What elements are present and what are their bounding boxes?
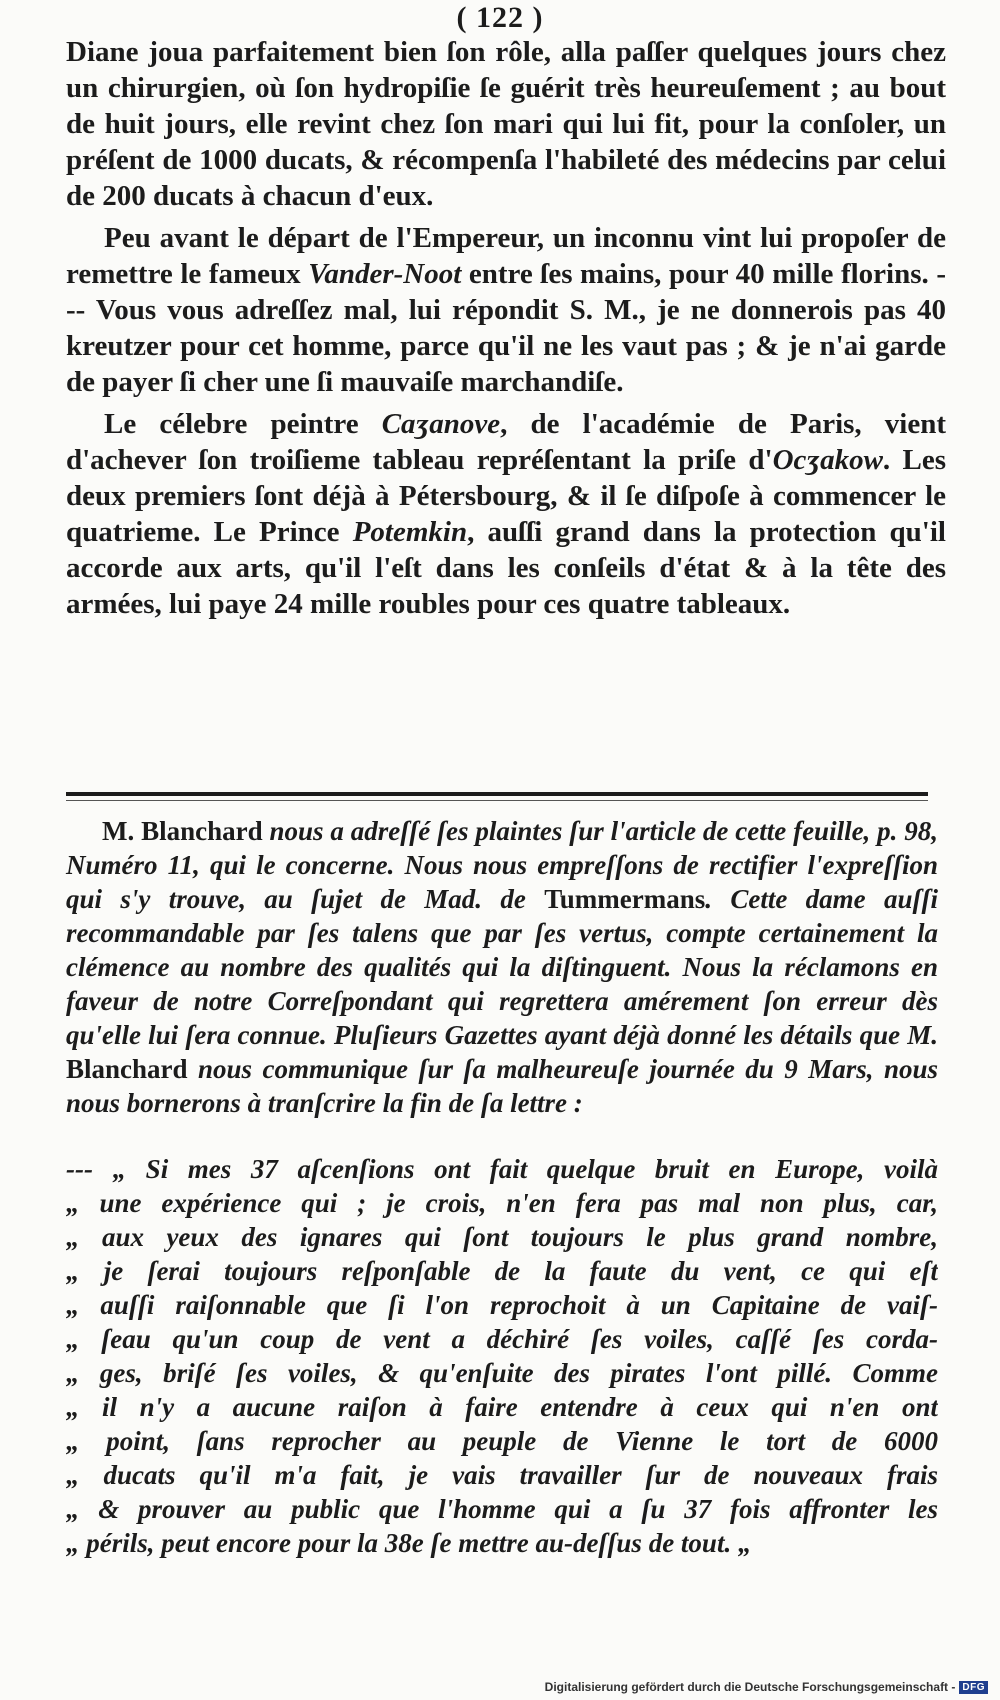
- paragraph-2-after: entre ſes mains, pour 40 mille florins. --- Vous vous adreſſez mal, lui répondit S. M., je ne donnerois pas 40 kreutzer pour cet homme, parce qu'il ne les vaut pas ; & je n'ai garde de payer ſi cher une ſi mauvaiſe marchandiſe.: [66, 258, 946, 398]
- note-blanchard-1: Blanchard: [141, 816, 263, 846]
- quote-line: „ aux yeux des ignares qui ſont toujours le plus grand nombre,: [66, 1222, 938, 1252]
- paragraph-3: [66, 406, 946, 622]
- main-text: [66, 34, 946, 622]
- quote-line: „ auſſi raiſonnable que ſi l'on reprochoit à un Capitaine de vaiſ-: [66, 1290, 938, 1320]
- section-divider-thin: [66, 800, 928, 801]
- quote-line: „ il n'y a aucune raiſon à faire entendre à ceux qui n'en ont: [66, 1392, 938, 1422]
- note-blanchard-2: Blanchard: [66, 1054, 188, 1084]
- name-cazanove: Caʒanove: [381, 408, 501, 440]
- paragraph-1-text: Diane joua parfaitement bien ſon rôle, alla paſſer quelques jours chez un chirurgien, où ſon hydropiſie ſe guérit très heureuſement ; au bout de huit jours, elle revint chez ſon mari qui lui fit, pour la conſoler, un préſent de 1000 ducats, & récompenſa l'habileté des médecins par celui de 200 ducats à chacun d'eux.: [66, 36, 946, 212]
- note-name1: M.: [102, 816, 142, 846]
- quote-line: „ ſeau qu'un coup de vent a déchiré ſes voiles, caſſé ſes corda-: [66, 1324, 938, 1354]
- paragraph-3-middle: , de l'académie de Paris, vient d'achever ſon troiſieme tableau repréſentant la priſe d': [66, 408, 947, 476]
- paragraph-3-before: Le célebre peintre: [104, 408, 382, 440]
- note-tummermans: Tummermans: [544, 884, 706, 914]
- name-vander-noot: Vander-Noot: [308, 258, 462, 290]
- quote-line: „ périls, peut encore pour la 38e ſe mettre au-deſſus de tout. „: [66, 1528, 752, 1558]
- paragraph-2: [66, 220, 946, 400]
- paragraph-3-after: , auſſi grand dans la protection qu'il accorde aux arts, qu'il l'eſt dans les conſeils d'état & à la tête des armées, lui paye 24 mille roubles pour ces quatre tableaux.: [66, 516, 946, 620]
- note-text2: . Cette dame auſſi recommandable par ſes talens que par ſes vertus, compte certainement la clémence au nombre des qualités qui la diſtinguent. Nous la réclamons en faveur de notre Correſpondant qui regrettera amérement ſon erreur dès qu'elle lui ſera connue. Pluſieurs Gazettes ayant déjà donné les détails que M.: [66, 884, 938, 1050]
- blanchard-letter-quote: [66, 1152, 938, 1560]
- blanchard-note: [66, 814, 938, 1120]
- quote-line: „ ducats qu'il m'a fait, je vais travailler ſur de nouveaux frais: [66, 1460, 938, 1490]
- dfg-logo-icon: DFG: [959, 1681, 988, 1694]
- paragraph-3-middle2: . Les deux premiers ſont déjà à Pétersbourg, & il ſe diſpoſe à commencer le quatrieme. Le Prince: [66, 444, 947, 548]
- footer-text: Digitalisierung gefördert durch die Deutsche Forschungsgemeinschaft -: [544, 1680, 956, 1694]
- quote-line: „ je ſerai toujours reſponſable de la faute du vent, ce qui eſt: [66, 1256, 938, 1286]
- quote-line: „ ges, briſé ſes voiles, & qu'enſuite des pirates l'ont pillé. Comme: [66, 1358, 938, 1388]
- page-number: ( 122 ): [456, 1, 544, 34]
- section-divider: [66, 792, 928, 796]
- digitization-footer: [545, 1680, 988, 1694]
- paragraph-2-before: Peu avant le départ de l'Empereur, un inconnu vint lui propoſer de remettre le fameux: [66, 222, 946, 290]
- name-oczakow: Ocʒakow: [772, 444, 883, 476]
- quote-line: „ une expérience qui ; je crois, n'en fera pas mal non plus, car,: [66, 1188, 938, 1218]
- paragraph-1: [66, 34, 946, 214]
- note-text3: nous communique ſur ſa malheureuſe journée du 9 Mars, nous nous bornerons à tranſcrire la fin de ſa lettre :: [66, 1054, 938, 1118]
- quote-line: --- „ Si mes 37 aſcenſions ont fait quelque bruit en Europe, voilà: [66, 1154, 938, 1184]
- quote-line: „ & prouver au public que l'homme qui a ſu 37 fois affronter les: [66, 1494, 938, 1524]
- note-text1: nous a adreſſé ſes plaintes ſur l'article de cette feuille, p. 98, Numéro 11, qui le concerne. Nous nous empreſſons de rectifier l'expreſſion qui s'y trouve, au ſujet de Mad. de: [66, 816, 939, 914]
- quote-line: „ point, ſans reprocher au peuple de Vienne le tort de 6000: [66, 1426, 938, 1456]
- name-potemkin: Potemkin: [352, 516, 468, 548]
